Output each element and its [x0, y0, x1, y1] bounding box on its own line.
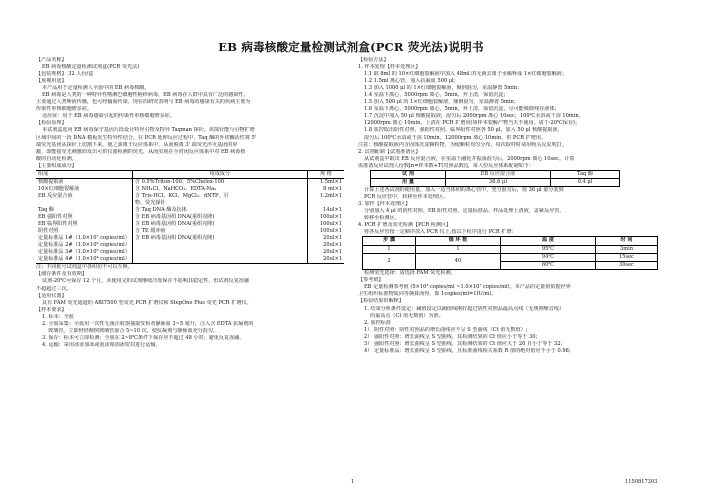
component-name: 10×红细胞裂解液: [38, 185, 80, 192]
text-line: 4. 运输：采用冰壶加冰或泡沫箱加冰密封进行运输。: [42, 341, 161, 348]
pcr-row-1: [363, 245, 658, 253]
composition-table-header: [36, 170, 344, 178]
component-ingredients: 含 0.5%Triton-100、5%Chelex-100: [132, 178, 307, 186]
text-line: 3） 强阳性对照：增长曲线呈 S 型曲线，其检测结果的 Ct 值应大于 20 且小于等于 32；: [364, 340, 566, 347]
text-line: 1.8 质控取出阴性对照、强阳性对照、临界阳性对照各 50 μl，加入 50 μl 核酸提取液，: [364, 127, 563, 134]
component-spec: 1.5ml×1: [307, 178, 344, 186]
amount-mix: 36.6 μl: [446, 178, 551, 186]
text-line: 注：不同批号试剂盒中各组份不可以互换。: [36, 264, 133, 271]
text-line: 的最高点（Ct 值无数值）为准。: [370, 312, 444, 319]
text-line: 【主要组成成分】: [36, 162, 77, 169]
text-line: 1.6 室温下离心，5000rpm 离心，5min，弃上清，保留沉淀，尽可能吸除残存液体；: [364, 106, 560, 113]
text-line: 1. 样本处理【样本处理区】: [358, 64, 421, 71]
right-column: [358, 57, 668, 355]
component-name: EB 临界阳性对照: [38, 221, 78, 228]
component-spec: 20ul×1: [307, 249, 344, 256]
component-spec: 20ul×1: [307, 242, 344, 249]
header-ingredients: 组成成分: [132, 170, 307, 178]
component-ingredients: [132, 249, 307, 256]
text-line: 2. 质控标准: [364, 319, 391, 326]
text-line: EB 病毒核酸定量检测试剂盒(PCR 荧光法): [42, 64, 140, 71]
component-spec: 100ul×1: [307, 228, 344, 235]
component-spec: 14ul×1: [307, 207, 344, 214]
text-line: 1.4 室温下离心，5000rpm 离心，5min，弃上清，保留沉淀；: [364, 92, 509, 99]
text-line: 【样本要求】: [36, 306, 67, 313]
document-code: 1150817303: [625, 479, 658, 485]
component-ingredients: 含 TE 缓冲液: [132, 228, 307, 235]
pcr-table-header: [363, 237, 658, 245]
text-line: 将各反应管按一定顺序放入 PCR 仪上,按以下程序进行 PCR 扩增：: [364, 229, 517, 236]
pcr-temp-2b: 60℃: [501, 262, 596, 270]
text-line: 3. 加样【样本处理区】: [358, 201, 411, 208]
text-line: 【检验原理】: [36, 120, 67, 127]
component-ingredients: 含 EB 病毒基因组 DNA(重组克隆): [132, 214, 307, 221]
right-section-results: [358, 270, 668, 355]
pcr-time-2b: 30sec: [596, 262, 658, 270]
component-spec: 20ul×1: [307, 235, 344, 242]
reagent-row-amount: [371, 178, 620, 186]
text-line: 【参考值】: [358, 277, 384, 284]
text-line: 2） 强阳性对照：增长曲线呈 S 型曲线，其检测结果的 Ct 值应小于等于 30；: [364, 333, 541, 340]
text-line: 传染性单核细胞增多症。: [36, 106, 93, 113]
text-line: 玻璃管，立即轻轻颠倒玻璃管混合 5~10 次，使抗凝剂与静脉血充分混匀。: [48, 327, 219, 334]
text-line: 蔽，即能接受光刺激而发出可供仪器检测的荧光，从而实现在全封闭反应体系中对 EB 病毒核: [36, 148, 246, 155]
component-name: 定量标准品 3#（1.0×10⁵ copies/ml）: [38, 249, 130, 256]
text-line: 分别加入 4 μl 的阴性对照、EB 阳性对照、定量标准品、样品处理上清液，盖紧反应管，: [364, 208, 565, 215]
composition-row: [36, 207, 344, 214]
right-section-loading: [358, 187, 668, 236]
text-line: 注意：核酸提取液内含固体沉淀颗粒物，为使颗粒均匀分布，每次取样时请用吸头反复吹打。: [358, 141, 567, 148]
text-line: EB 病毒是人类的一种特异性嗜淋巴细胞性疱疹病毒，EB 病毒在人群中具有广泛的感染性。: [42, 92, 249, 99]
text-line: 不超超过三次。: [36, 285, 72, 292]
pcr-head-step: 步 骤: [363, 237, 416, 245]
reagent-table: [370, 170, 620, 187]
left-section-storage: [36, 264, 344, 349]
text-line: 【预期用途】: [36, 78, 67, 85]
reagent-taq: Taq 酶: [551, 170, 620, 178]
text-line: 试剂-20℃可保存 12 个月，未使用完的试剂继续冷冻保存不影响其稳定性，但试剂反复冻融: [42, 278, 249, 285]
text-line: 1. 结果分析条件设定：阈值设定以阈值线刚好超过阴性对照品最高点线（无规则噪音线）: [364, 305, 565, 312]
text-line: 酸的自动化检测。: [36, 155, 77, 162]
component-ingredients: 含 EB 病毒基因组 DNA(重组克隆): [132, 235, 307, 242]
document-title: EB 病毒核酸定量检测试剂盒(PCR 荧光法)说明书: [218, 40, 484, 54]
text-line: 1.5 加入 500 μl 的 1×红细胞裂解液，颠倒混匀，室温静置 5min；: [364, 99, 519, 106]
text-line: 转移至检测区。: [364, 215, 400, 222]
composition-row: [36, 178, 344, 186]
component-name: EB 强阳性对照: [38, 214, 73, 221]
text-line: 计算上述各试剂的使用量，加入一适当体积的离心管中，充分混匀后，按 36 μl 量分装到: [364, 187, 564, 194]
component-name: [36, 200, 132, 207]
pcr-row-2: [363, 253, 658, 261]
text-line: 【包装规格】 32 人份/盒: [36, 71, 94, 78]
pcr-head-time: 时 间: [596, 237, 658, 245]
reagent-row-header: [371, 170, 620, 178]
text-line: 1） 阴性对照：阴性对照品的增长曲线应不呈 S 型曲线（Ct 值无数值）;: [364, 326, 528, 333]
component-name: 阴性对照: [38, 228, 59, 235]
text-line: 1.1 取 8ml 的 10×红细胞裂解液中加入 48ml 的无菌去离子水稀释成 1×红细胞裂解液；: [364, 71, 567, 78]
header-component: 组成: [36, 170, 132, 178]
text-line: 1.2 1.5ml 离心管，加入抗凝血 500 μl；: [364, 78, 459, 85]
right-section-method: [358, 57, 668, 170]
reagent-mix: EB 反应混合液: [446, 170, 551, 178]
component-spec: 100ul×1: [307, 221, 344, 228]
component-ingredients: [132, 242, 307, 249]
text-line: 12000rpm 离心 10min，上清在 PCR 扩增用(如样本裂解产物当天不使用，请于-20℃保存)；: [364, 120, 580, 127]
amount-label: 用 量: [371, 178, 446, 186]
pcr-temp-1: 95℃: [501, 245, 596, 253]
text-line: EB 定量检测参考值 (5×10² copies/ml ~1.0×10⁷ copies/ml)。本产品的定量值依据世界: [364, 284, 571, 291]
text-line: 卫生组织标准物质同等换算而得，即 1copies/ml=1IU/ml。: [358, 291, 497, 298]
text-line: 需准备反应试剂人份数[n=样本数+T(对照品数)]，每人份反应体系配制如下：: [358, 162, 534, 169]
component-ingredients: 含 EB 病毒基因组 DNA(重组克隆): [132, 221, 307, 228]
text-line: 【产品名称】: [36, 57, 67, 63]
component-name: EB 反应混合液: [38, 192, 73, 199]
text-line: 2. 试剂配制【试剂准备区】: [358, 148, 421, 155]
reagent-label: 试 剂: [371, 170, 446, 178]
text-line: 端荧光基团从探针上切割下来，使之游离于反应体系中，从而脱离 3' 端荧光淬灭基团的屏: [36, 141, 238, 148]
component-spec: 8 ml×1: [307, 186, 344, 193]
text-line: 具有 FAM 荧光通道的 ABI7500 型荧光 PCR 扩增仪和 StepOne Plus 荧光 PCR 扩增仪。: [42, 299, 252, 306]
composition-row: [36, 186, 344, 193]
component-ingredients: 含 NH₄Cl、NaHCO₃、EDTA-Na₂: [132, 186, 307, 193]
text-line: 从试剂盒中取出 EB 反应混合液，在室温下融化并振荡混匀后，2000rpm 离心 10sec。计算: [364, 155, 575, 162]
component-ingredients: 物、荧光探针: [132, 200, 307, 207]
component-name: 核酸提取液: [38, 178, 64, 185]
text-line: 【适用仪器】: [36, 292, 67, 299]
component-name: Taq 酶: [38, 206, 55, 213]
composition-row: [36, 221, 344, 228]
text-line: 【检验结果的解释】: [358, 298, 404, 305]
pcr-step-2: 2: [363, 253, 416, 269]
text-line: 本试剂盒选用 EB 病毒保守基因片段设计特异引物及特异 Taqman 探针，该探针能与引物扩增: [42, 127, 255, 134]
pcr-head-cycles: 循 环 数: [416, 237, 501, 245]
pcr-temp-2a: 94℃: [501, 253, 596, 261]
text-line: 4. PCR 扩增及荧光检测【PCR 检测区】: [358, 222, 452, 229]
pcr-program-table: [362, 236, 658, 270]
text-line: 适应症：用于 EB 病毒感染引起的传染性单核细胞增多症。: [42, 113, 175, 120]
pcr-step-1: 1: [363, 245, 416, 253]
component-spec: [307, 200, 344, 207]
text-line: 1. 标本：全血: [42, 313, 74, 320]
component-ingredients: 含 Tris-HCl、KCl、MgCl₂、dNTP、引: [132, 193, 307, 200]
text-line: 3. 保存：标本可立即检测；全血在 2~8℃条件下保存应不超过 48 小时；避免反复冻融。: [42, 334, 245, 341]
text-line: 1.7 沉淀中加入 50 μl 核酸提取液，混匀后 2000rpm 离心 10sec，100℃水浴或干浴 10min，: [364, 113, 584, 120]
component-ingredients: [132, 256, 307, 264]
text-line: 【储存条件及有效期】: [36, 271, 87, 278]
component-spec: 20ul×1: [307, 256, 344, 264]
component-ingredients: 含 Taq DNA 酶及抗体: [132, 207, 307, 214]
text-line: 检测荧光选择：请选择 FAM 荧光检测。: [364, 270, 456, 277]
amount-taq: 0.4 μl: [551, 178, 620, 186]
pcr-head-temp: 温 度: [501, 237, 596, 245]
header-spec: 规 格: [307, 170, 344, 178]
pcr-time-2a: 15sec: [596, 253, 658, 261]
left-column: [36, 57, 344, 349]
component-name: 定量标准品 2#（1.0×10⁶ copies/ml）: [38, 242, 130, 249]
composition-table: [36, 170, 344, 265]
text-line: 【检验方法】: [358, 57, 389, 63]
pcr-cycles-1: 1: [416, 245, 501, 253]
text-line: 本产品用于定量检测人全血中的 EB 病毒核酸。: [42, 85, 150, 92]
pcr-time-1: 3min: [596, 245, 658, 253]
pcr-cycles-2: 40: [416, 253, 501, 269]
component-name: 定量标准品 1#（1.0×10⁷ copies/ml）: [38, 235, 130, 242]
text-line: 1.3 加入 1000 μl 的 1×红细胞裂解液，颠倒混匀，室温静置 5min；: [364, 85, 523, 92]
left-section-intro: [36, 57, 344, 170]
composition-row: [36, 193, 344, 200]
composition-row: [36, 200, 344, 207]
component-name: 定量标准品 4#（1.0×10⁴ copies/ml）: [36, 256, 132, 264]
page-number: 1: [351, 479, 355, 485]
text-line: PCR 反应管中，转移至样本处理区。: [364, 194, 449, 201]
text-line: 主要通过人类唾液传播，也可经输血传染。现在的研究表明与 EB 病毒的感染有关的疾病主要为: [36, 99, 251, 106]
text-line: 区域中间的一段 DNA 模板发生特异性结合。在 PCR 延伸反应过程中，Taq 酶的外切酶活性将 5': [36, 134, 257, 141]
component-spec: 100ul×1: [307, 214, 344, 221]
text-line: 2. 全血采集：全血用一次性无菌注射器抽取受检者静脉血 3~5 毫升，注入含 EDTA 抗凝剂的: [42, 320, 254, 327]
composition-row: [36, 256, 344, 264]
text-line: 混匀后 100℃水浴或干浴 10min，12000rpm 离心 10min，供 PCR 扩增用。: [364, 134, 547, 141]
text-line: 4） 定量标准品：增长曲线呈 S 型曲线，且标准曲线相关系数 R 值的绝对值应不小于 0.98；: [364, 347, 574, 354]
component-spec: 1.2ml×1: [307, 193, 344, 200]
